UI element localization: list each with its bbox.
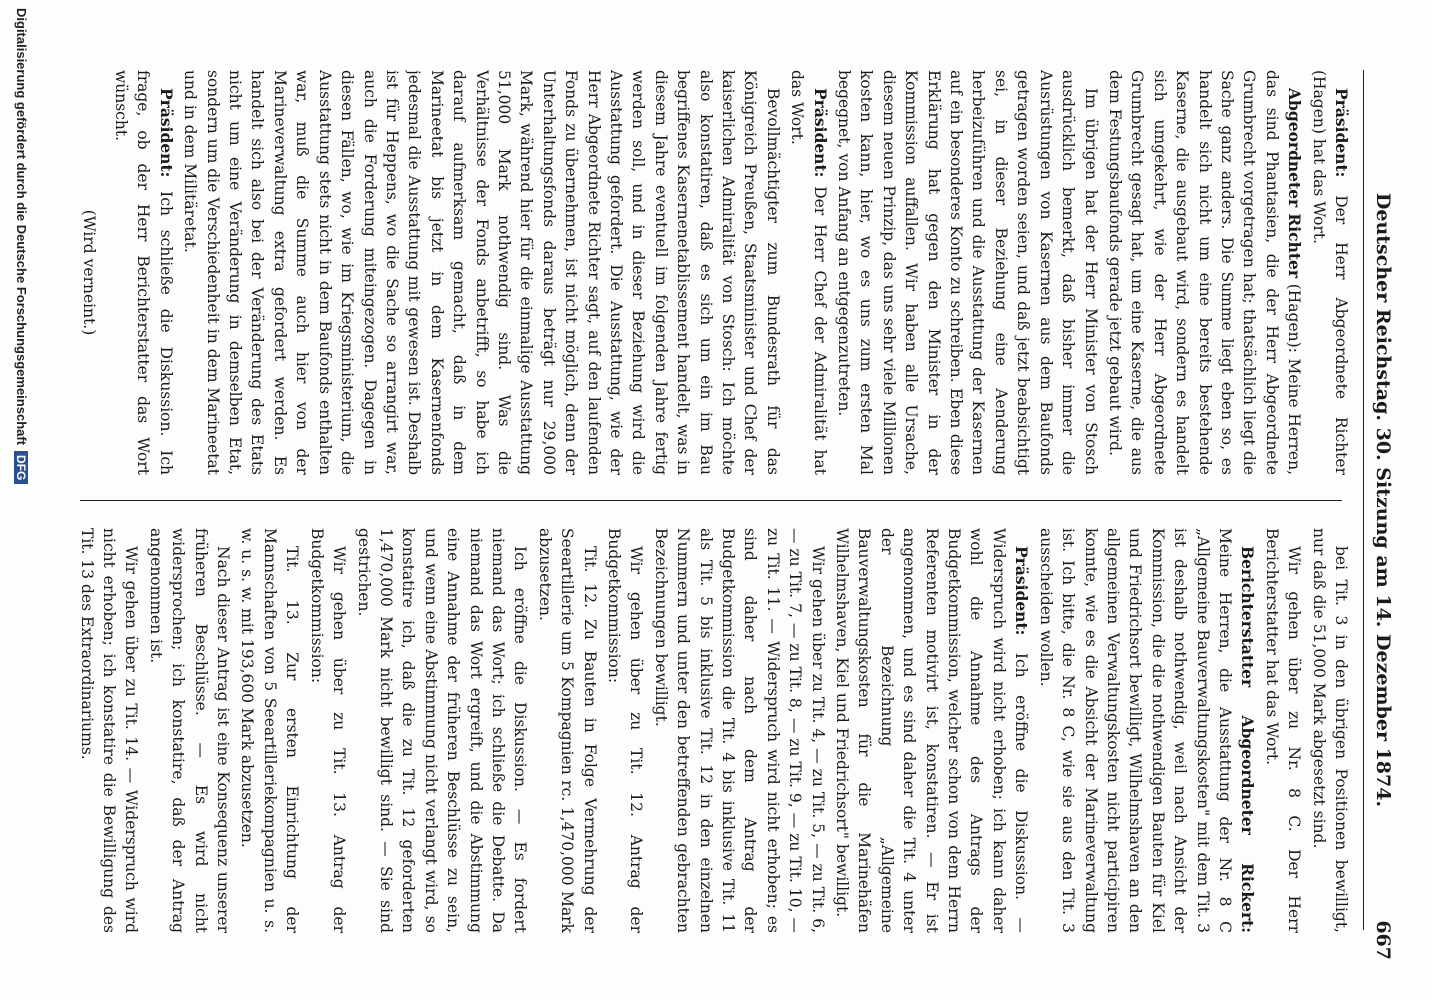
paragraph-text: Nach dieser Antrag ist eine Konsequenz unserer früheren Beschlüsse. — Es wird nicht widersprochen; ich konstatire, daß der Antrag angenommen ist. (146, 528, 233, 933)
paragraph-text: Ich schließe die Diskussion. Ich frage, ob der Herr Berichterstatter das Wort wünscht. (112, 70, 175, 475)
speaker-name: Berichterstatter Abgeordneter Rickert: (1238, 546, 1258, 933)
paragraph (70, 528, 73, 933)
paragraph-text: Wir gehen über zu Tit. 14. — Widerspruch wird nicht erhoben; ich konstatire die Bewilligung des Tit. 13 des Extraordinariums. (77, 528, 141, 933)
paragraph (305, 528, 350, 933)
paragraph-text: Tit. 13. Zur ersten Einrichtung der Mannschaften von 5 Seeartilleriekompagnien u. s. w. u. s. w. mit 193,600 Mark abzusetzen. (238, 528, 302, 933)
paragraph (236, 528, 303, 933)
dfg-logo: DFG (14, 451, 28, 484)
paragraph-text: Ich eröffne die Diskussion. — Widerspruch wird nicht erhoben; ich kann daher wohl die Annahme des Antrags der Budgetkommission, welcher schon von dem Herrn Referenten motivirt ist, konstatiren. — Er ist angenommen, und es sind daher die Tit. 4 unter der Bezeichnung „Allgemeine Bauverwaltungskosten für die Marinehäfen Wilhelmshaven, Kiel und Friedrichsort" bewilligt. (833, 528, 1031, 933)
paragraph-text: Tit. 12. Zu Bauten in Folge Vermehrung der Seeartillerie um 5 Kompagnien rc. 1,470,000 Mark abzusetzen. (535, 528, 599, 933)
paragraph-text: (Hagen): Meine Herren, das sind Phantasien, die der Herr Abgeordnete Grumbrecht vorgetragen hat; thatsächlich liegt die Sache ganz anders. Die Summe liegt eben so, es handelt sich nicht um eine bereits bestehende Kaserne, die ausgebaut wird, sondern es handelt sich umgekehrt, wie der Herr Abgeordnete Grumbrecht gesagt hat, um eine Kaserne, die aus dem Festungsbaufonds gerade jetzt gebaut wird. (1105, 70, 1304, 475)
paragraph (75, 528, 142, 933)
stage-direction: (Wird verneint.) (79, 209, 98, 336)
paragraph (533, 528, 600, 933)
paragraph (833, 70, 1102, 475)
paragraph-text: Der Herr Abgeordnete Richter (Hagen) hat das Wort. (1309, 70, 1350, 475)
speaker-name: Präsident: (810, 88, 830, 178)
speaker-name: Präsident: (156, 88, 176, 178)
left-column (70, 70, 1352, 475)
paragraph-text: Meine Herren, die Ausstattung der Nr. 8 C „Allgemeine Bauverwaltungskosten" mit dem Tit. 3 ist deshalb nothwendig, weil nach Ansicht der Kommission, die die nothwendigen Bauten für Kiel und Friedrichsort bewilligt, Wilhelmshaven an den allgemeinen Verwaltungskosten nicht participiren konnte, wie es die Absicht der Marineverwaltung ist. Ich bitte, die Nr. 8 C, wie sie aus den Tit. 3 ausscheiden wollen. (1036, 528, 1234, 933)
paragraph (649, 528, 828, 933)
digitization-credit (14, 0, 29, 1000)
running-header (1364, 40, 1394, 960)
paragraph (144, 528, 234, 933)
paragraph (603, 528, 648, 933)
paragraph-text (70, 528, 71, 933)
header-rule (1363, 70, 1364, 930)
paragraph (1260, 528, 1305, 933)
paragraph-text: Wir gehen über zu Nr. 8 C. Der Herr Berichterstatter hat das Wort. (1262, 528, 1304, 933)
speaker-name: Präsident: (1012, 546, 1032, 636)
page-number: 667 (1372, 920, 1394, 960)
paragraph-text: Wir gehen über zu Tit. 4, — zu Tit. 5, — zu Tit. 6, — zu Tit. 7, — zu Tit. 8, — zu Tit. 9, — zu Tit. 10, — zu Tit. 11. — Widerspruch wird nicht erhoben; es sind daher nach dem Antrag der Budgetkommission die Tit. 4 bis inklusive Tit. 11 als Tit. 5 bis inklusive Tit. 12 in den einzelnen Nummern und unter den betreffenden gebrachten Bezeichnungen bewilligt. (651, 528, 827, 933)
speaker-name: Abgeordneter Richter (1285, 88, 1305, 279)
paragraph-text: Bevollmächtigter zum Bundesrath für das Königreich Preußen, Staatsminister und Chef der kaiserlichen Admiralität von Stosch: Ich möchte also konstatiren, daß es sich um ein im Bau begriffenes Kasernenetablissement handelt, was in diesem Jahre eventuell im folgenden Jahre fertig werden soll, und in dieser Beziehung wird die Ausstattung gefordert. Die Ausstattung, wie der Herr Abgeordnete Richter sagt, auf den laufenden Fonds zu übernehmen, ist nicht möglich, denn der Unterhaltungsfonds daraus beträgt nur 29,000 Mark, während hier für die einmalige Ausstattung 51,000 Mark nothwendig sind. Was die Verhältnisse der Fonds anbetrifft, so habe ich darauf aufmerksam gemacht, daß in dem Marineetat bis jetzt in dem Kasernenfonds jedesmal die Ausstattung mit gewesen ist. Deshalb ist für Heppens, wo die Sache so arrangirt war, auch die Forderung miteingezogen. Dagegen in diesen Fällen, wo, wie im Kriegsministerium, die Ausstattung stets nicht in dem Baufonds enthalten war, muß die Summe auch hier von der Marineverwaltung extra gefordert werden. Es handelt sich also bei der Veränderung des Etats nicht um eine Veränderung in demselben Etat, sondern um die Verschiedenheit in dem Marineetat und in dem Militäretat. (181, 70, 782, 475)
paragraph-text: Wir gehen über zu Tit. 13. Antrag der Budgetkommission: (307, 528, 349, 933)
column-divider (80, 500, 1342, 501)
paragraph (1034, 528, 1258, 933)
right-column (70, 528, 1352, 933)
paragraph (110, 70, 177, 475)
paragraph-text: Ich eröffne die Diskussion. — Es fordert niemand das Wort; ich schließe die Debatte. Da niemand das Wort ergreift, und die Abstimmung eine Annahme der früheren Beschlüsse zu sein, und wenn eine Abstimmung nicht verlangt wird, so konstatire ich, daß die zu Tit. 12 geforderten 1,470,000 Mark nicht bewilligt sind. — Sie sind gestrichen. (354, 528, 530, 933)
paragraph (179, 70, 784, 475)
paragraph-text: Wir gehen über zu Tit. 12. Antrag der Budgetkommission: (605, 528, 646, 933)
paragraph-text: bei Tit. 3 in den übrigen Positionen bewilligt, nur daß die 51,000 Mark abgesetzt sind. (1309, 528, 1350, 933)
paragraph (831, 528, 1033, 933)
credit-text: Digitalisierung gefördert durch die Deutsche Forschungsgemeinschaft (14, 8, 29, 446)
paragraph (1307, 70, 1352, 475)
paragraph (786, 70, 831, 475)
paragraph-text: Der Herr Chef der Admiralität hat das Wort. (788, 70, 829, 475)
paragraph (1307, 528, 1352, 933)
header-title: Deutscher Reichstag. 30. Sitzung am 14. Dezember 1874. (1372, 192, 1394, 808)
paragraph (352, 528, 531, 933)
speaker-name: Präsident: (1332, 88, 1351, 178)
paragraph (1104, 70, 1306, 475)
paragraph-text: Im übrigen hat der Herr Minister von Stosch ausdrücklich bemerkt, daß bisher immer die Ausrüstungen von Kasernen aus dem Baufonds getragen worden seien, und daß jetzt beabsichtigt sei, in dieser Beziehung eine Aenderung herbeizuführen und die Ausstattung der Kasernen auf ein besonderes Konto zu schreiben. Eben diese Erklärung hat gegen den Minister in der Kommission auffallen. Wir haben alle Ursache, diesem neuen Prinzip, das uns sehr viele Millionen kosten kann, hier, wo es uns zum ersten Mal begegnet, von Anfang an entgegenzutreten. (835, 70, 1100, 475)
